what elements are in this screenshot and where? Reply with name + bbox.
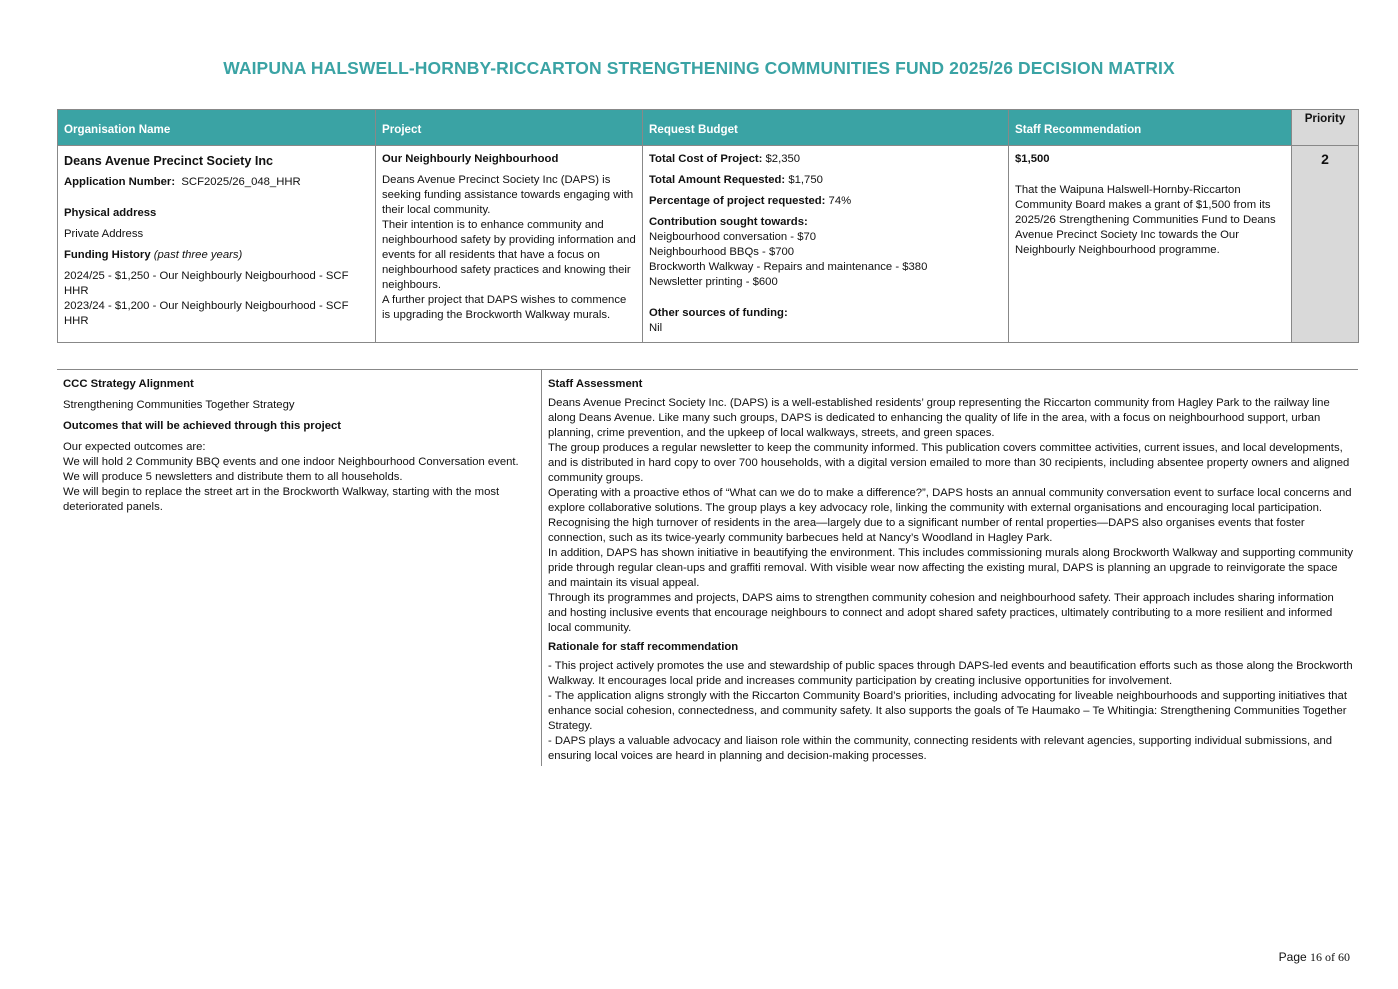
staff-assessment-body	[548, 396, 1354, 636]
organisation-cell	[58, 146, 376, 343]
funding-history-item: 2024/25 - $1,250 - Our Neighbourly Neigbourhood - SCF HHR	[64, 270, 349, 297]
assessment-paragraph: The group produces a regular newsletter to keep the community informed. This publication covers committee activities, current issues, and local developments, and is distributed in hard copy to over 700 households, with a digital version emailed to more than 30 recipients, including absentee property owners and aligned community groups.	[548, 442, 1350, 484]
percentage-requested	[649, 194, 1002, 209]
assessment-paragraph: Operating with a proactive ethos of “What can we do to make a difference?”, DAPS hosts an annual community conversation event to surface local concerns and explore collaborative solutions. The group plays a key advocacy role, linking the community with external organisations and encouraging local participation. Recognising the high turnover of residents in the area—largely due to a significant number of rental properties—DAPS also organises events that foster connection, such as its twice-yearly community barbecues held at Nancy’s Woodland in Hagley Park.	[548, 487, 1352, 544]
rationale-item: - DAPS plays a valuable advocacy and liaison role within the community, connecting residents with relevant agencies, supporting individual submissions, and ensuring local voices are heard in planning and decision-making processes.	[548, 735, 1333, 762]
assessment-section	[57, 369, 1358, 766]
amount-requested-value: $1,750	[785, 174, 823, 186]
amount-requested-label: Total Amount Requested:	[649, 174, 786, 186]
assessment-paragraph: In addition, DAPS has shown initiative in beautifying the environment. This includes commissioning murals along Brockworth Walkway and supporting community pride through regular clean-ups and graffiti removal. With visible wear now affecting the existing mural, DAPS is planning an upgrade to reinvigorate the space and maintain its visual appeal.	[548, 547, 1353, 589]
contribution-item: Newsletter printing - $600	[649, 276, 778, 288]
contribution-item: Neigbourhood conversation - $70	[649, 231, 817, 243]
physical-address-value: Private Address	[64, 228, 144, 240]
document-title: WAIPUNA HALSWELL-HORNBY-RICCARTON STRENGTHENING COMMUNITIES FUND 2025/26 DECISION MATRIX	[223, 58, 1175, 78]
outcome-item: We will begin to replace the street art in the Brockworth Walkway, starting with the most deteriorated panels.	[63, 486, 500, 513]
application-number-value: SCF2025/26_048_HHR	[175, 176, 301, 188]
page-label: Page	[1278, 950, 1310, 964]
outcome-item: We will produce 5 newsletters and distribute them to all households.	[63, 471, 403, 483]
rationale-heading: Rationale for staff recommendation	[548, 641, 739, 653]
project-cell	[376, 146, 643, 343]
rationale-item: - This project actively promotes the use and stewardship of public spaces through DAPS-led events and beautification efforts such as those along the Brockworth Walkway. It encourages local pride and increases community participation by creating inclusive opportunities for involvement.	[548, 660, 1353, 687]
total-cost-label: Total Cost of Project:	[649, 153, 763, 165]
funding-history-label: Funding History	[64, 249, 151, 261]
header-organisation-name: Organisation Name	[58, 110, 376, 146]
other-funding-value: Nil	[649, 322, 663, 334]
funding-history-note: (past three years)	[150, 249, 243, 261]
page-number	[1279, 950, 1350, 965]
application-number	[64, 175, 369, 190]
strategy-heading: CCC Strategy Alignment	[63, 378, 194, 390]
header-request-budget: Request Budget	[643, 110, 1009, 146]
recommended-amount: $1,500	[1015, 153, 1050, 165]
assessment-paragraph: Deans Avenue Precinct Society Inc. (DAPS) is a well-established residents’ group representing the Riccarton community from Hagley Park to the railway line along Deans Avenue. Like many such groups, DAPS is dedicated to enhancing the quality of life in the area, with a focus on neighbourhood support, urban planning, crime prevention, and the upkeep of local walkways, streets, and green spaces.	[548, 397, 1330, 439]
assessment-paragraph: Through its programmes and projects, DAPS aims to strengthen community cohesion and neighbourhood safety. Their approach includes sharing information and hosting inclusive events that encourage neighbours to connect and adopt shared safety practices, ultimately contributing to a more resilient and informed local community.	[548, 592, 1334, 634]
percentage-requested-label: Percentage of project requested:	[649, 195, 826, 207]
percentage-requested-value: 74%	[825, 195, 852, 207]
project-description	[382, 173, 636, 323]
funding-history-list	[64, 269, 369, 329]
application-number-label: Application Number:	[64, 176, 176, 188]
header-priority: Priority	[1292, 110, 1359, 146]
table-header-row	[58, 110, 1359, 146]
header-project: Project	[376, 110, 643, 146]
project-paragraph: Their intention is to enhance community and neighbourhood safety by providing information and events for all residents that have a focus on neighbourhood safety practices and knowing their neighbours.	[382, 219, 636, 291]
strategy-value: Strengthening Communities Together Strategy	[63, 399, 295, 411]
header-staff-recommendation: Staff Recommendation	[1009, 110, 1292, 146]
other-funding-label: Other sources of funding:	[649, 307, 788, 319]
decision-matrix-table	[57, 109, 1359, 343]
recommendation-text: That the Waipuna Halswell-Hornby-Riccarton Community Board makes a grant of $1,500 from its 2025/26 Strengthening Communities Fund to Deans Avenue Precinct Society Inc towards the Our Neighbourly Neighbourhood programme.	[1015, 184, 1276, 256]
physical-address-label: Physical address	[64, 207, 157, 219]
total-cost	[649, 152, 1002, 167]
project-paragraph: Deans Avenue Precinct Society Inc (DAPS) is seeking funding assistance towards engaging with their local community.	[382, 174, 634, 216]
staff-assessment-panel	[542, 370, 1360, 771]
outcomes-heading: Outcomes that will be achieved through this project	[63, 420, 342, 432]
funding-history-heading	[64, 248, 369, 263]
rationale-item: - The application aligns strongly with the Riccarton Community Board’s priorities, including advocating for liveable neighbourhoods and supporting initiatives that enhance social cohesion, connectedness, and community safety. It also supports the goals of Te Haumako – Te Whitingia: Strengthening Communities Together Strategy.	[548, 690, 1347, 732]
project-name: Our Neighbourly Neighbourhood	[382, 153, 559, 165]
staff-recommendation-cell	[1009, 146, 1292, 343]
strategy-alignment-panel	[57, 370, 540, 522]
amount-requested	[649, 173, 1002, 188]
outcome-item: We will hold 2 Community BBQ events and one indoor Neighbourhood Conversation event.	[63, 456, 519, 468]
total-cost-value: $2,350	[762, 153, 801, 165]
outcome-item: Our expected outcomes are:	[63, 441, 206, 453]
contribution-label: Contribution sought towards:	[649, 216, 808, 228]
funding-history-item: 2023/24 - $1,200 - Our Neighbourly Neigbourhood - SCF HHR	[64, 300, 349, 327]
rationale-body	[548, 659, 1354, 764]
organisation-name: Deans Avenue Precinct Society Inc	[64, 154, 274, 168]
contribution-item: Neighbourhood BBQs - $700	[649, 246, 795, 258]
page-count: 16 of 60	[1310, 950, 1350, 964]
budget-cell	[643, 146, 1009, 343]
contribution-item: Brockworth Walkway - Repairs and maintenance - $380	[649, 261, 928, 273]
table-row	[58, 146, 1359, 343]
priority-cell: 2	[1292, 146, 1359, 343]
project-paragraph: A further project that DAPS wishes to commence is upgrading the Brockworth Walkway murals.	[382, 294, 627, 321]
staff-assessment-heading: Staff Assessment	[548, 378, 643, 390]
contribution-list	[649, 230, 1002, 290]
outcomes-list	[63, 440, 534, 515]
